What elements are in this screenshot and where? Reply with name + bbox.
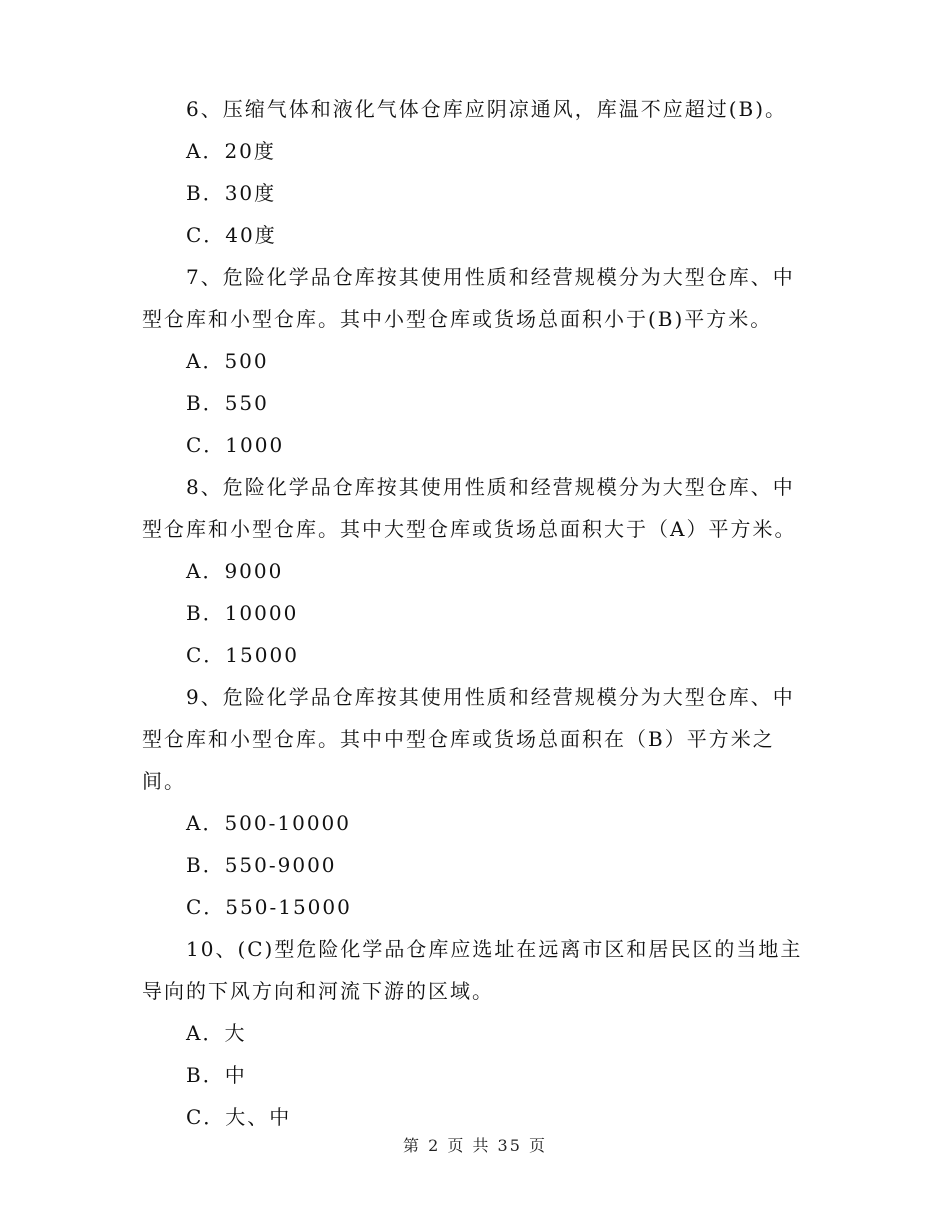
question-6-option-a: A．20度 [186,139,276,163]
question-9-option-c: C．550-15000 [186,895,352,919]
question-10-option-b: B．中 [186,1063,247,1087]
question-8: 8、危险化学品仓库按其使用性质和经营规模分为大型仓库、中型仓库和小型仓库。其中大型仓库或货场总面积大于（A）平方米。 [142,475,797,541]
question-list [142,88,812,1138]
question-6-option-b: B．30度 [186,181,277,205]
question-7-option-c: C．1000 [186,433,285,457]
question-8-option-c: C．15000 [186,643,299,667]
question-8-option-b: B．10000 [186,601,299,625]
question-10-option-a: A．大 [186,1021,247,1045]
question-7: 7、危险化学品仓库按其使用性质和经营规模分为大型仓库、中型仓库和小型仓库。其中小型仓库或货场总面积小于(B)平方米。 [142,265,795,331]
question-10: 10、(C)型危险化学品仓库应选址在远离市区和居民区的当地主导向的下风方向和河流下游的区域。 [142,937,803,1003]
question-9-option-a: A．500-10000 [186,811,351,835]
page-number-footer: 第 2 页 共 35 页 [403,1136,547,1155]
question-8-option-a: A．9000 [186,559,284,583]
question-9: 9、危险化学品仓库按其使用性质和经营规模分为大型仓库、中型仓库和小型仓库。其中中型仓库或货场总面积在（B）平方米之间。 [142,685,795,793]
question-6: 6、压缩气体和液化气体仓库应阴凉通风，库温不应超过(B)。 [186,97,788,121]
question-10-option-c: C．大、中 [186,1105,292,1129]
question-7-option-b: B．550 [186,391,269,415]
question-9-option-b: B．550-9000 [186,853,337,877]
question-6-option-c: C．40度 [186,223,277,247]
question-7-option-a: A．500 [186,349,269,373]
